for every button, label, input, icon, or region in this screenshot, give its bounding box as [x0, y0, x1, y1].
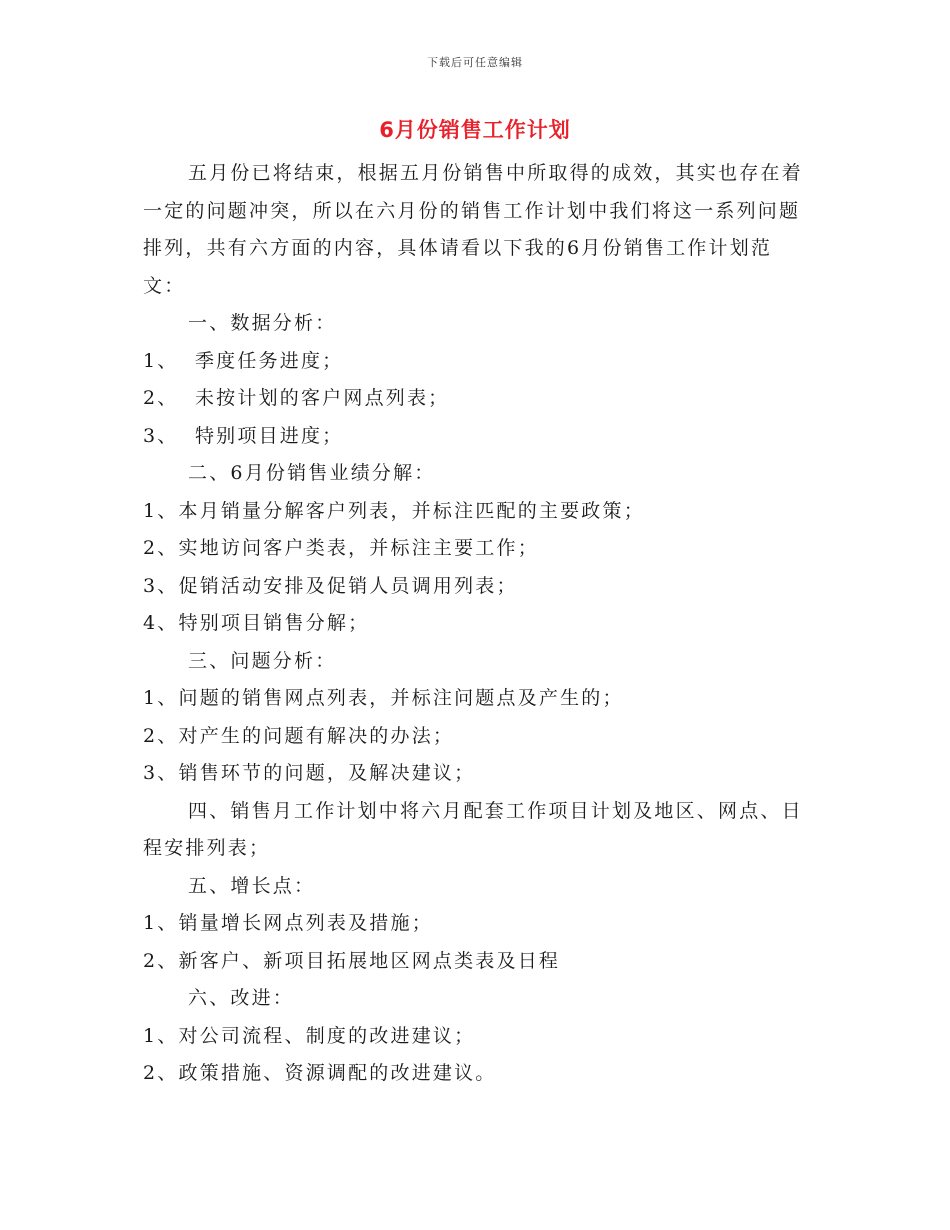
- section-heading-1: 一、数据分析：: [188, 312, 337, 334]
- list-item: 3、促销活动安排及促销人员调用列表；: [143, 574, 518, 597]
- list-item: 4、特别项目销售分解；: [143, 612, 370, 634]
- list-item: 2、新客户、新项目拓展地区网点类表及日程: [143, 949, 561, 972]
- list-item: 2、对产生的问题有解决的办法；: [143, 724, 455, 747]
- list-item: 3、 特别项目进度；: [143, 424, 344, 447]
- section-heading-6: 六、改进：: [188, 987, 295, 1009]
- intro-paragraph: 五月份已将结束，根据五月份销售中所取得的成效，其实也存在着一定的问题冲突，所以在六月份的销售工作计划中我们将这一系列问题排列，共有六方面的内容，具体请看以下我的6月份销售工作计划范文：: [143, 162, 803, 297]
- document-title: 6月份销售工作计划: [379, 118, 571, 142]
- section-heading-3: 三、问题分析：: [188, 649, 337, 672]
- list-item: 1、销量增长网点列表及措施；: [143, 912, 433, 934]
- document-body: [143, 155, 808, 1093]
- list-item: 1、对公司流程、制度的改进建议；: [143, 1024, 476, 1047]
- list-item: 3、销售环节的问题，及解决建议；: [143, 762, 476, 784]
- list-item: 1、问题的销售网点列表，并标注问题点及产生的；: [143, 687, 624, 709]
- section-heading-2: 二、6月份销售业绩分解：: [188, 462, 436, 484]
- list-item: 1、 季度任务进度；: [143, 349, 344, 372]
- list-item: 2、 未按计划的客户网点列表；: [143, 387, 450, 409]
- section-heading-5: 五、增长点：: [188, 874, 316, 897]
- list-item: 1、本月销量分解客户列表，并标注匹配的主要政策；: [143, 499, 645, 522]
- page-header-note: 下载后可任意编辑: [427, 56, 523, 69]
- list-item: 2、实地访问客户类表，并标注主要工作；: [143, 537, 539, 559]
- section-heading-4: 四、销售月工作计划中将六月配套工作项目计划及地区、网点、日程安排列表；: [143, 799, 803, 859]
- list-item: 2、政策措施、资源调配的改进建议。: [143, 1062, 497, 1084]
